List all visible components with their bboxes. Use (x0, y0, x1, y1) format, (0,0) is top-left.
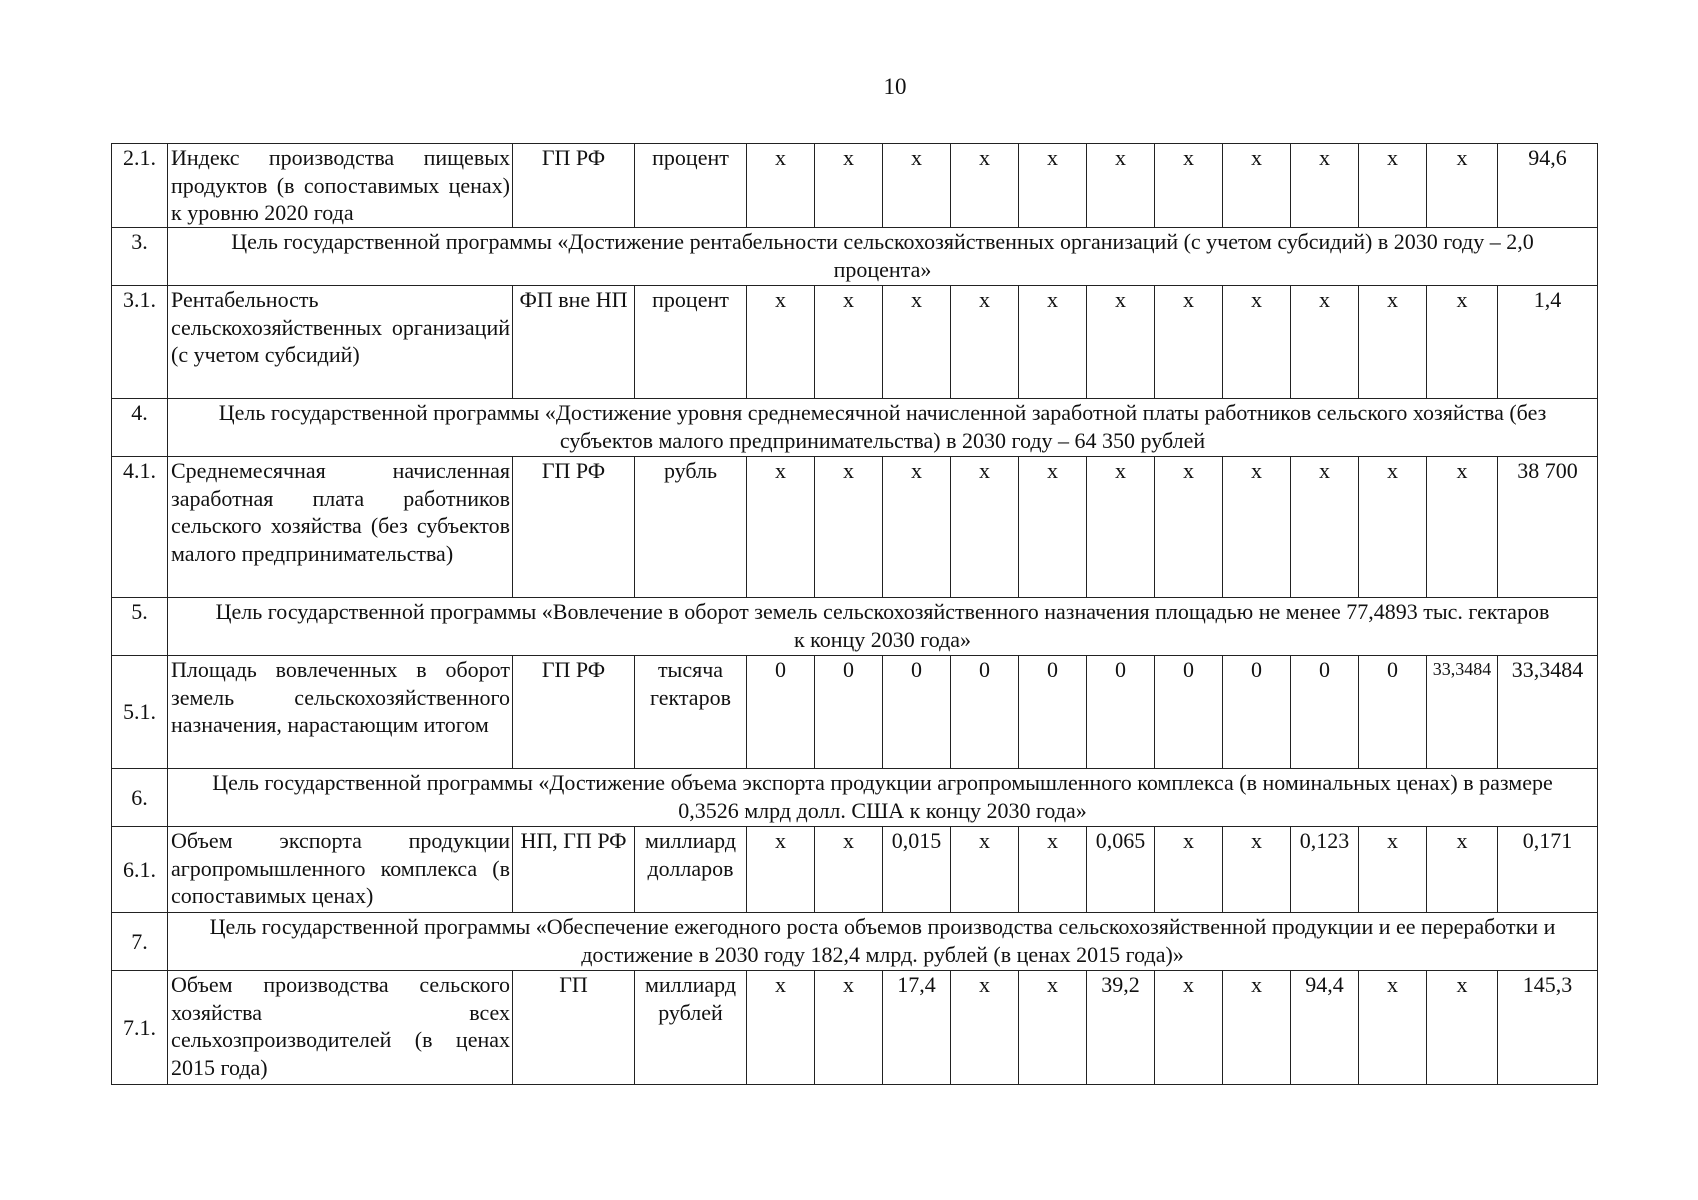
year-value: x (1291, 457, 1359, 598)
indicator-level: ГП РФ (513, 656, 635, 769)
year-value: 0 (1019, 656, 1087, 769)
year-value: 0 (1291, 656, 1359, 769)
row-number: 6.1. (112, 827, 168, 913)
year-value: x (815, 144, 883, 228)
year-value: x (747, 457, 815, 598)
final-value: 1,4 (1498, 286, 1598, 399)
indicator-unit: миллиард долларов (635, 827, 747, 913)
year-value: 94,4 (1291, 971, 1359, 1085)
indicator-unit: тысяча гектаров (635, 656, 747, 769)
year-value: x (815, 457, 883, 598)
row-number: 5. (112, 598, 168, 656)
year-value: 0 (1155, 656, 1223, 769)
year-value: x (1359, 457, 1427, 598)
goal-text: Цель государственной программы «Обеспечение ежегодного роста объемов производства сельскохозяйственной продукции и ее переработки и достижение в 2030 году 182,4 млрд. рублей (в ценах 2015 года)» (168, 913, 1598, 971)
indicator-unit: процент (635, 286, 747, 399)
year-value: x (815, 971, 883, 1085)
year-value: 0,015 (883, 827, 951, 913)
year-value: x (1155, 144, 1223, 228)
year-value: x (1291, 286, 1359, 399)
year-value: x (1087, 144, 1155, 228)
year-value: x (1087, 457, 1155, 598)
year-value: x (883, 286, 951, 399)
goal-row (112, 399, 1598, 457)
final-value: 0,171 (1498, 827, 1598, 913)
indicator-name: Объем экспорта продукции агропромышленного комплекса (в сопоставимых ценах) (168, 827, 513, 913)
year-value: x (1223, 971, 1291, 1085)
year-value: 0,065 (1087, 827, 1155, 913)
goal-row (112, 769, 1598, 827)
year-value: 17,4 (883, 971, 951, 1085)
year-value: 0,123 (1291, 827, 1359, 913)
row-number: 4.1. (112, 457, 168, 598)
final-value: 145,3 (1498, 971, 1598, 1085)
year-value: x (1019, 827, 1087, 913)
goal-text: Цель государственной программы «Достижение рентабельности сельскохозяйственных организаций (с учетом субсидий) в 2030 году – 2,0 процента» (168, 228, 1598, 286)
year-value: x (951, 286, 1019, 399)
year-value: x (1359, 971, 1427, 1085)
year-value: x (1427, 286, 1498, 399)
indicator-row (112, 656, 1598, 769)
year-value: x (747, 971, 815, 1085)
page-number: 10 (883, 74, 907, 99)
year-value: x (1427, 827, 1498, 913)
year-value: x (1223, 144, 1291, 228)
year-value: x (951, 971, 1019, 1085)
year-value: x (1087, 286, 1155, 399)
year-value: x (1019, 971, 1087, 1085)
year-value: 0 (951, 656, 1019, 769)
goal-text: Цель государственной программы «Вовлечение в оборот земель сельскохозяйственного назначения площадью не менее 77,4893 тыс. гектаров к концу 2030 года» (168, 598, 1598, 656)
year-value: x (1427, 144, 1498, 228)
year-value: x (951, 457, 1019, 598)
indicator-unit: миллиард рублей (635, 971, 747, 1085)
indicator-row (112, 286, 1598, 399)
year-value: x (1019, 144, 1087, 228)
year-value: x (951, 144, 1019, 228)
year-value: 39,2 (1087, 971, 1155, 1085)
final-value: 38 700 (1498, 457, 1598, 598)
indicator-row (112, 827, 1598, 913)
year-value: 0 (1087, 656, 1155, 769)
row-number: 6. (112, 769, 168, 827)
year-value: x (1223, 286, 1291, 399)
indicator-unit: рубль (635, 457, 747, 598)
year-value: x (1155, 457, 1223, 598)
year-value: x (1155, 827, 1223, 913)
year-value: x (1155, 286, 1223, 399)
year-value: x (1291, 144, 1359, 228)
year-value: x (747, 827, 815, 913)
row-number: 2.1. (112, 144, 168, 228)
year-value: x (747, 286, 815, 399)
indicator-row (112, 457, 1598, 598)
year-value: 0 (1359, 656, 1427, 769)
indicator-level: НП, ГП РФ (513, 827, 635, 913)
final-value: 33,3484 (1498, 656, 1598, 769)
year-value: x (883, 457, 951, 598)
year-value: x (747, 144, 815, 228)
year-value: x (1359, 144, 1427, 228)
year-value: x (1019, 457, 1087, 598)
indicator-level: ГП РФ (513, 457, 635, 598)
indicator-name: Рентабельность сельскохозяйственных организаций (с учетом субсидий) (168, 286, 513, 399)
year-value: 0 (883, 656, 951, 769)
year-value: x (1223, 827, 1291, 913)
row-number: 7.1. (112, 971, 168, 1085)
goal-row (112, 598, 1598, 656)
year-value: x (1359, 286, 1427, 399)
row-number: 7. (112, 913, 168, 971)
indicator-level: ФП вне НП (513, 286, 635, 399)
year-value: x (1427, 457, 1498, 598)
final-value: 94,6 (1498, 144, 1598, 228)
goal-row (112, 228, 1598, 286)
row-number: 3. (112, 228, 168, 286)
year-value: x (815, 827, 883, 913)
goal-row (112, 913, 1598, 971)
year-value: x (1359, 827, 1427, 913)
indicator-unit: процент (635, 144, 747, 228)
year-value: 0 (1223, 656, 1291, 769)
year-value: x (1155, 971, 1223, 1085)
goal-text: Цель государственной программы «Достижение уровня среднемесячной начисленной заработной платы работников сельского хозяйства (без субъектов малого предпринимательства) в 2030 году – 64 350 рублей (168, 399, 1598, 457)
year-value: 33,3484 (1427, 656, 1498, 769)
indicator-name: Площадь вовлеченных в оборот земель сельскохозяйственного назначения, нарастающим итогом (168, 656, 513, 769)
year-value: x (1427, 971, 1498, 1085)
year-value: x (1223, 457, 1291, 598)
year-value: x (815, 286, 883, 399)
indicator-row (112, 144, 1598, 228)
indicator-row (112, 971, 1598, 1085)
year-value: 0 (747, 656, 815, 769)
indicator-name: Объем производства сельского хозяйства всех сельхозпроизводителей (в ценах 2015 года) (168, 971, 513, 1085)
year-value: x (951, 827, 1019, 913)
row-number: 3.1. (112, 286, 168, 399)
indicator-name: Среднемесячная начисленная заработная плата работников сельского хозяйства (без субъектов малого предпринимательства) (168, 457, 513, 598)
indicators-table (111, 143, 1598, 1085)
year-value: x (1019, 286, 1087, 399)
row-number: 5.1. (112, 656, 168, 769)
row-number: 4. (112, 399, 168, 457)
goal-text: Цель государственной программы «Достижение объема экспорта продукции агропромышленного комплекса (в номинальных ценах) в размере 0,3526 млрд долл. США к концу 2030 года» (168, 769, 1598, 827)
year-value: 0 (815, 656, 883, 769)
indicator-level: ГП (513, 971, 635, 1085)
indicator-level: ГП РФ (513, 144, 635, 228)
indicator-name: Индекс производства пищевых продуктов (в сопоставимых ценах) к уровню 2020 года (168, 144, 513, 228)
year-value: x (883, 144, 951, 228)
